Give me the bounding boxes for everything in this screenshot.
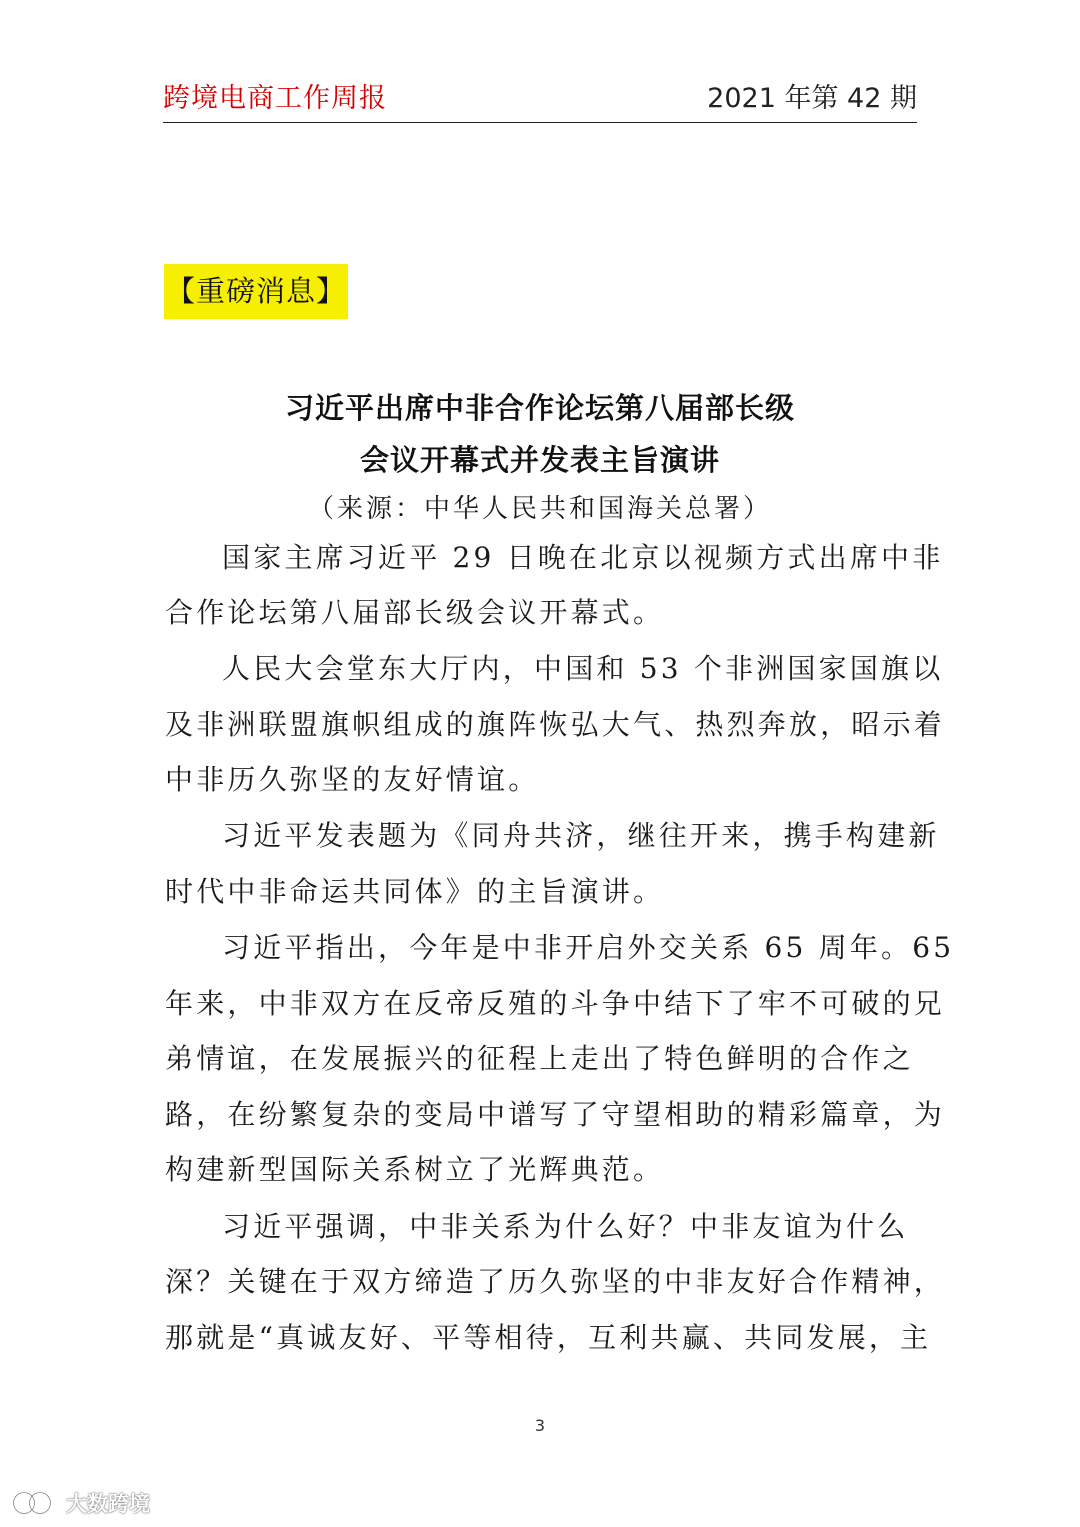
page-number: 3 — [534, 1416, 546, 1435]
body-line: 习近平发表题为《同舟共济，继往开来，携手构建新 — [222, 819, 940, 852]
body-line: 时代中非命运共同体》的主旨演讲。 — [165, 875, 665, 908]
section-tag: 【重磅消息】 — [164, 264, 348, 319]
issue-number: 2021 年第 42 期 — [707, 83, 917, 114]
watermark — [12, 1488, 150, 1518]
publication-title: 跨境电商工作周报 — [163, 83, 387, 114]
watermark-logo-icon — [12, 1490, 60, 1516]
watermark-text: 大数跨境 — [66, 1492, 150, 1516]
article-source: （来源：中华人民共和国海关总署） — [307, 494, 772, 524]
body-line: 习近平强调，中非关系为什么好？中非友谊为什么 — [222, 1210, 909, 1243]
body-line: 合作论坛第八届部长级会议开幕式。 — [165, 596, 665, 629]
article-title-line2: 会议开幕式并发表主旨演讲 — [359, 443, 720, 477]
body-line: 习近平指出，今年是中非开启外交关系 65 周年。65 — [222, 931, 955, 964]
body-line: 深？关键在于双方缔造了历久弥坚的中非友好合作精神， — [165, 1265, 946, 1298]
article-title-line1: 习近平出席中非合作论坛第八届部长级 — [284, 391, 795, 425]
body-line: 国家主席习近平 29 日晚在北京以视频方式出席中非 — [222, 541, 944, 574]
body-line: 人民大会堂东大厅内，中国和 53 个非洲国家国旗以 — [222, 652, 944, 685]
body-line: 那就是“真诚友好、平等相待，互利共赢、共同发展，主 — [165, 1321, 932, 1354]
body-line: 构建新型国际关系树立了光辉典范。 — [165, 1153, 665, 1186]
body-line: 中非历久弥坚的友好情谊。 — [165, 763, 540, 796]
page-header — [163, 74, 917, 123]
body-line: 年来，中非双方在反帝反殖的斗争中结下了牢不可破的兄 — [165, 987, 946, 1020]
body-line: 弟情谊，在发展振兴的征程上走出了特色鲜明的合作之 — [165, 1042, 914, 1075]
body-line: 路，在纷繁复杂的变局中谱写了守望相助的精彩篇章，为 — [165, 1098, 946, 1131]
body-line: 及非洲联盟旗帜组成的旗阵恢弘大气、热烈奔放，昭示着 — [165, 708, 946, 741]
